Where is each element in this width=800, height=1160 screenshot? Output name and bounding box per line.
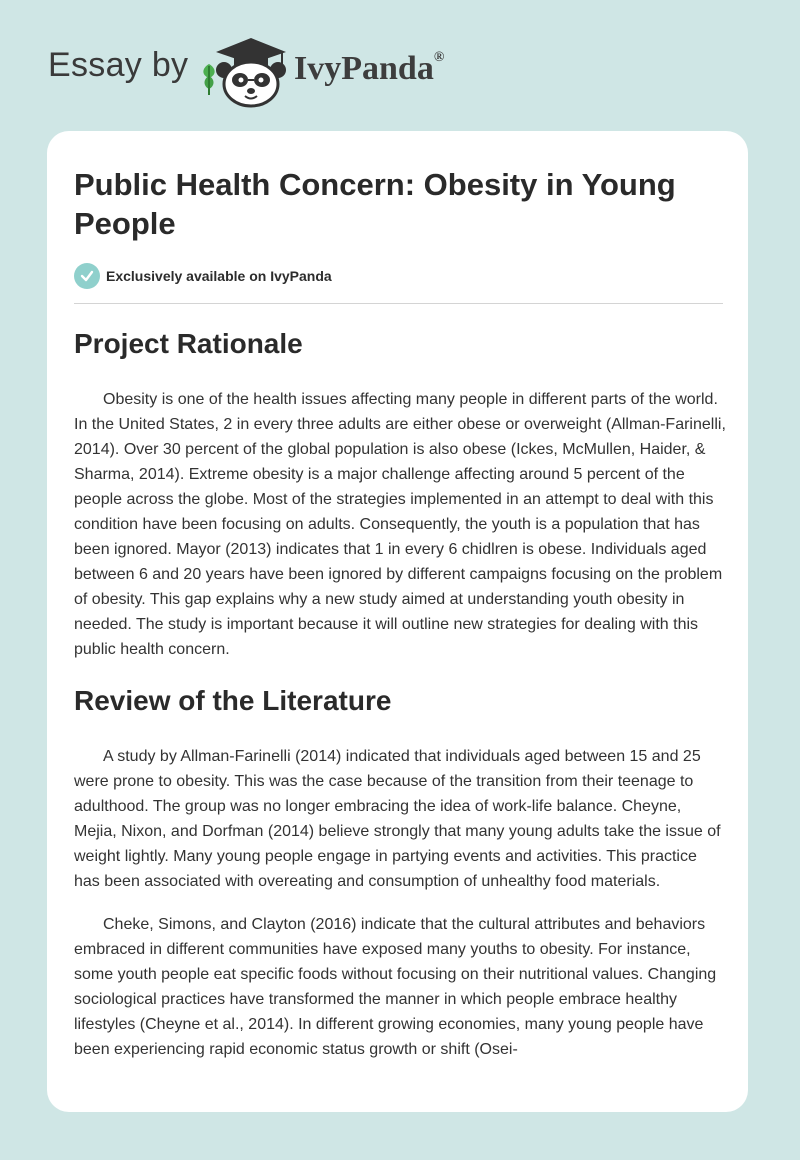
exclusive-badge-text: Exclusively available on IvyPanda: [106, 268, 332, 284]
site-header: [0, 0, 800, 130]
paragraph-rationale: Obesity is one of the health issues affecting many people in different parts of the world. In the United States, 2 in every three adults are either obese or overweight (Allman-Farinelli, 2014). Over 30 percent of the global population is also obese (Ickes, McMullen, Haider, & Sharma, 2014). Extreme obesity is a major challenge affecting around 5 percent of the people across the globe. Most of the strategies implemented in an attempt to deal with this condition have been focusing on adults. Consequently, the youth is a population that has been ignored. Mayor (2013) indicates that 1 in every 6 chidlren is obese. Individuals aged between 6 and 20 years have been ignored by different campaigns focusing on the problem of obesity. This gap explains why a new study aimed at understanding youth obesity in needed. The study is important because it will outline new strategies for dealing with this public health concern.: [74, 391, 726, 658]
section-heading-project-rationale: Project Rationale: [74, 328, 303, 359]
brand-name[interactable]: IvyPanda®: [294, 49, 445, 87]
section-heading-literature-review: Review of the Literature: [74, 685, 392, 716]
paragraph-literature-2: Cheke, Simons, and Clayton (2016) indicate that the cultural attributes and behaviors embraced in different communities have exposed many youths to obesity. For instance, some youth people eat specific foods without focusing on their nutritional values. Changing sociological practices have transformed the manner in which people embrace healthy lifestyles (Cheyne et al., 2014). In different growing economies, many young people have been experiencing rapid economic status growth or shift (Osei-: [74, 916, 717, 1058]
article-card: [47, 131, 748, 1112]
title-divider: [74, 303, 723, 304]
article-content: [74, 327, 726, 1062]
paragraph-literature-1: A study by Allman-Farinelli (2014) indicated that individuals aged between 15 and 25 were prone to obesity. This was the case because of the transition from their teenage to adulthood. The group was no longer embracing the idea of work-life balance. Cheyne, Mejia, Nixon, and Dorfman (2014) believe strongly that many young adults take the issue of weight lightly. Many young people engage in partying events and activities. This practice has been associated with overeating and consumption of unhealthy food materials.: [74, 748, 721, 890]
check-icon: [74, 263, 100, 289]
exclusive-badge: [74, 263, 332, 289]
article-title: Public Health Concern: Obesity in Young People: [74, 167, 676, 241]
panda-logo-icon[interactable]: [212, 36, 290, 108]
essay-by-label: Essay by: [48, 46, 189, 84]
